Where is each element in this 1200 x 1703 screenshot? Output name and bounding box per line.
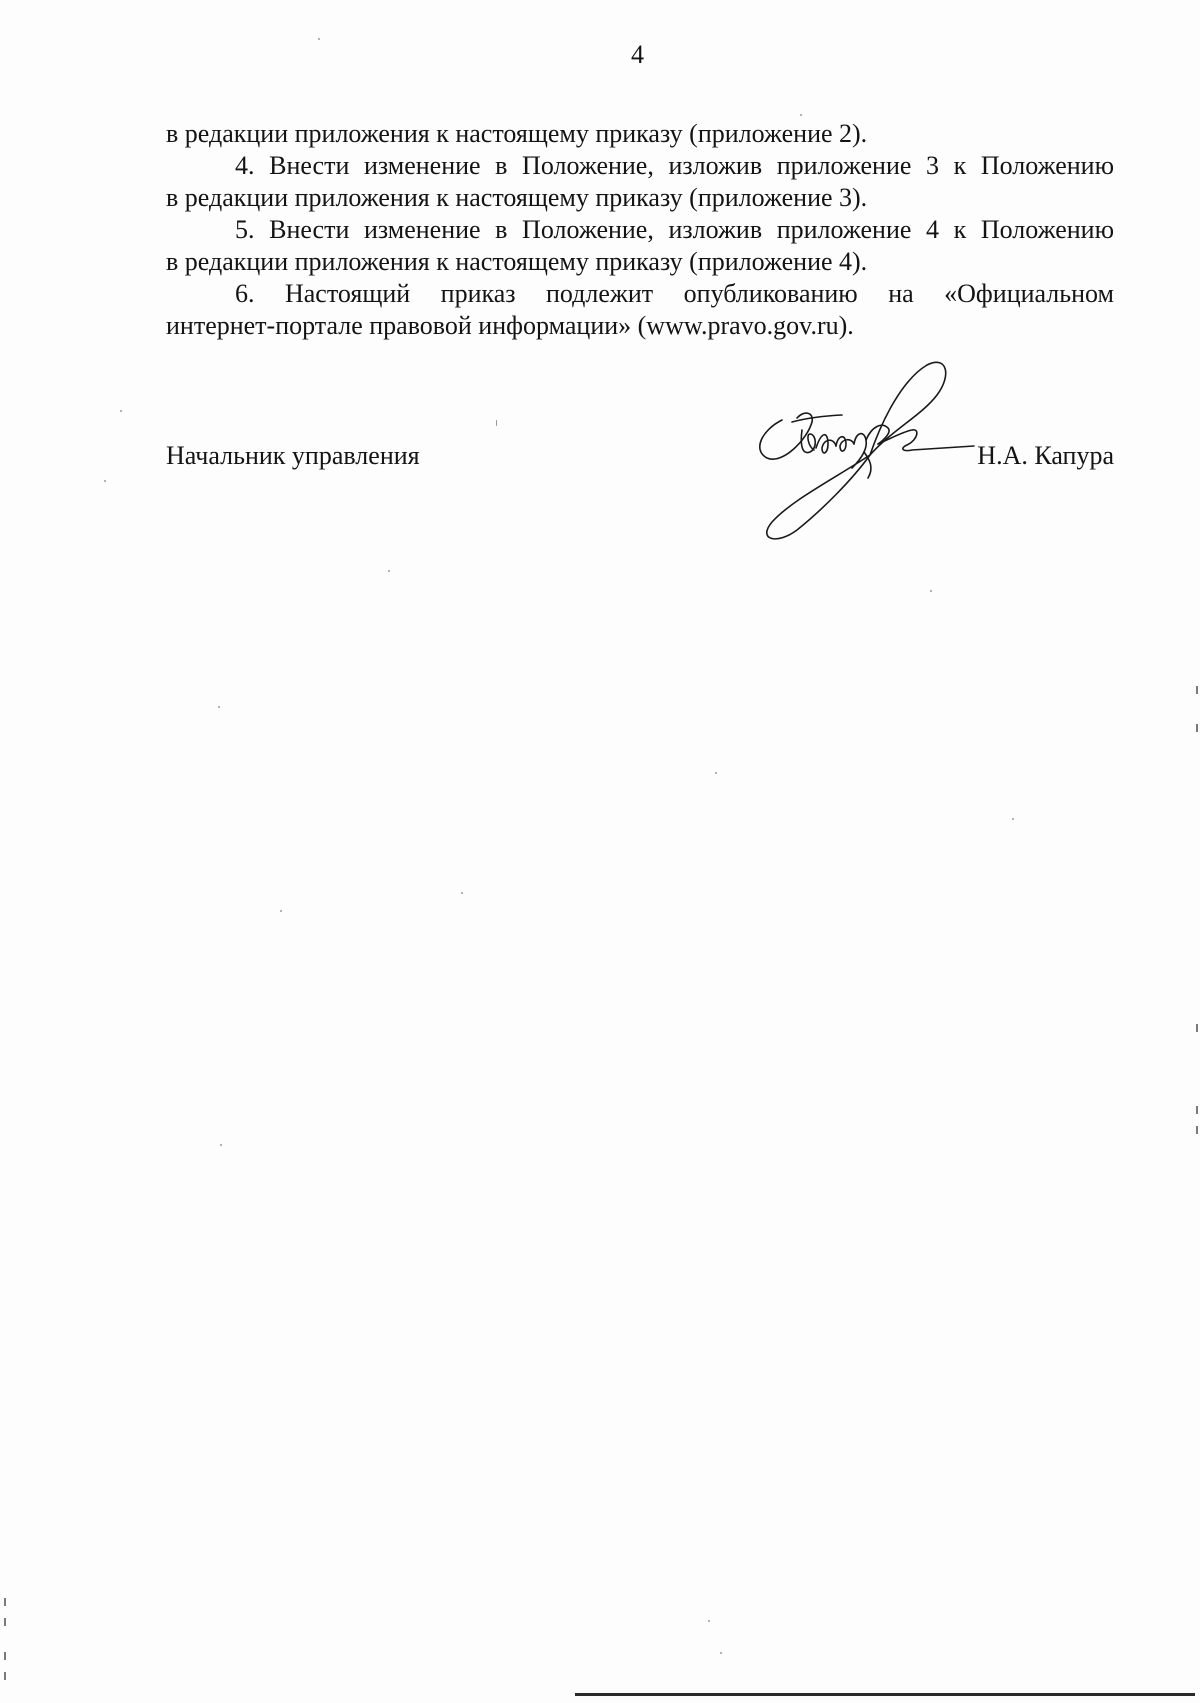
- text-line: 6. Настоящий приказ подлежит опубликованию на «Официальном: [235, 279, 1114, 308]
- edge-mark: [1196, 1024, 1198, 1032]
- paragraph-item-4: [166, 150, 1114, 214]
- text-line: в редакции приложения к настоящему приказу (приложение 2).: [166, 119, 868, 148]
- paragraph-continuation: [166, 118, 1114, 150]
- edge-mark: [4, 1598, 6, 1606]
- edge-mark: [1196, 724, 1198, 732]
- paragraph-item-6: [166, 278, 1114, 342]
- edge-mark: [4, 1652, 6, 1660]
- edge-mark: [4, 1672, 6, 1680]
- handwritten-signature-icon: [752, 360, 992, 550]
- scan-edge-line: [575, 1693, 1195, 1696]
- body-text: [166, 118, 1114, 342]
- signer-position: Начальник управления: [166, 441, 420, 470]
- text-line: в редакции приложения к настоящему приказу (приложение 4).: [166, 247, 868, 276]
- text-line: 4. Внести изменение в Положение, изложив приложение 3 к Положению: [235, 151, 1114, 180]
- edge-mark: [4, 1618, 6, 1626]
- text-line: в редакции приложения к настоящему приказу (приложение 3).: [166, 183, 868, 212]
- text-line: 5. Внести изменение в Положение, изложив приложение 4 к Положению: [235, 215, 1114, 244]
- paragraph-item-5: [166, 214, 1114, 278]
- page-number: 4: [631, 40, 644, 69]
- edge-mark: [1196, 1106, 1198, 1114]
- signer-name: Н.А. Капура: [977, 441, 1114, 470]
- text-line: интернет-портале правовой информации» (www.pravo.gov.ru).: [166, 311, 854, 340]
- edge-mark: [1196, 686, 1198, 694]
- edge-mark: [1196, 1126, 1198, 1134]
